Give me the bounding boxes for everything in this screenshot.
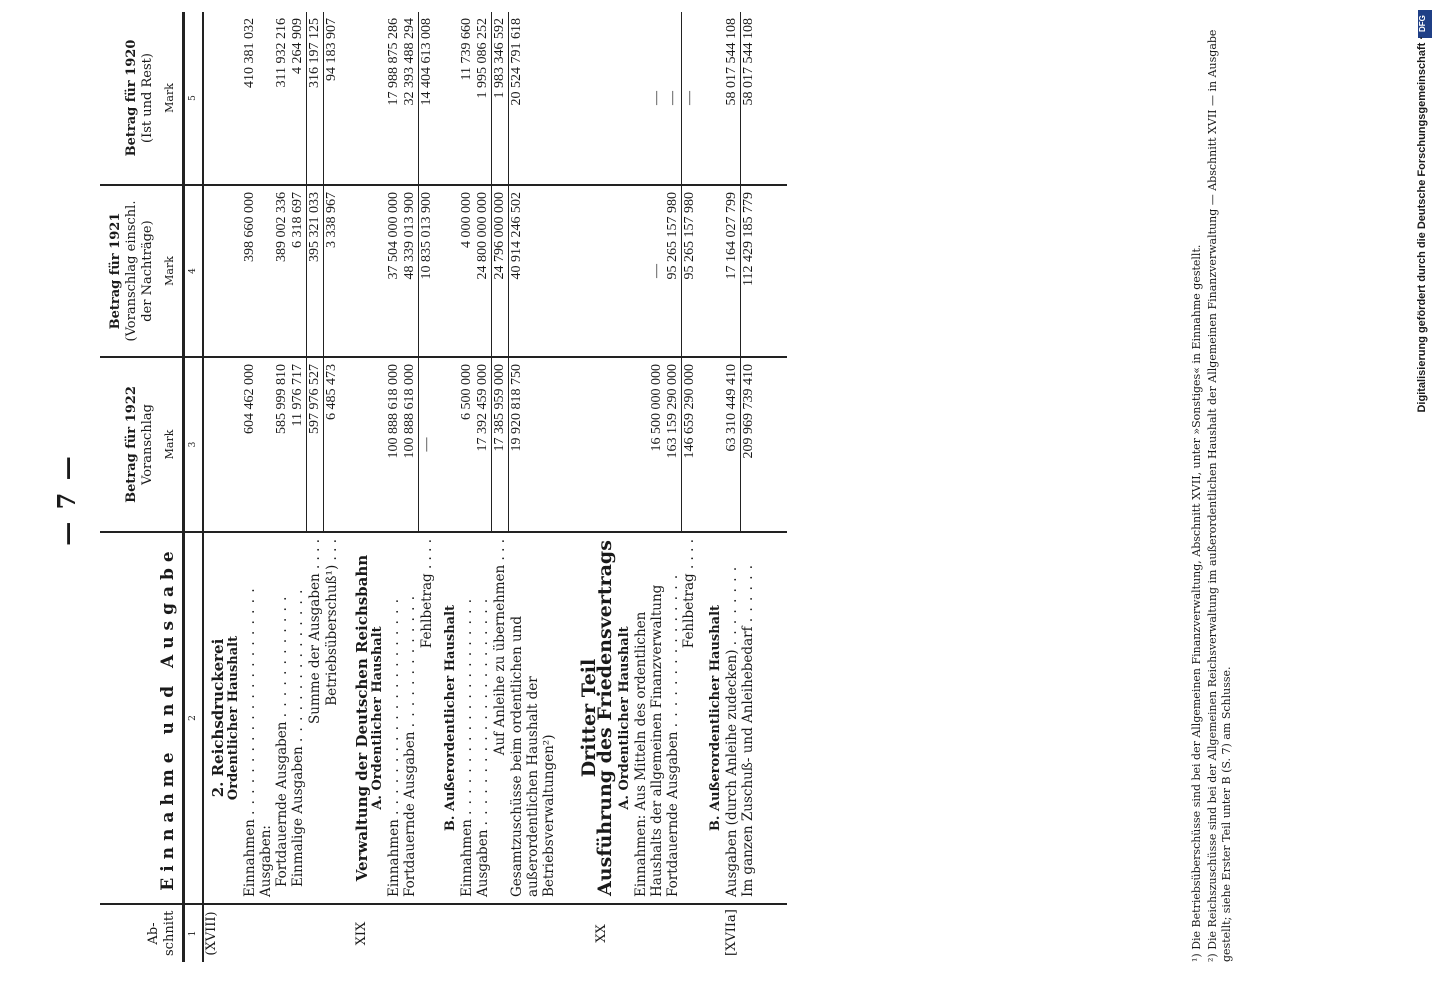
- value-1920: —: [681, 12, 698, 185]
- table-row: [290, 12, 307, 962]
- value-1921: 37 504 000 000: [386, 185, 402, 357]
- row-label: Gesamtzuschüsse beim ordentlichen und außerordentlichen Haushalt der Betriebsverwaltungen²): [509, 532, 557, 904]
- section-label: XX: [593, 924, 609, 943]
- column-number-row: [184, 12, 204, 962]
- row-label: Auf Anleihe zu übernehmen . . .: [492, 532, 509, 904]
- value-1920: 20 524 791 618: [509, 12, 557, 185]
- table-row: [203, 12, 242, 962]
- value-1922: 163 159 290 000: [665, 357, 682, 532]
- value-1921: 24 800 000 000: [475, 185, 492, 357]
- table-row: [475, 12, 492, 962]
- table-row: [307, 12, 324, 962]
- value-1922: 6 500 000: [459, 357, 475, 532]
- footnote: ²) Die Reichszuschüsse sind bei der Allgemeinen Reichsverwaltung im außerordentlichen Haushalt der Allgemeinen Finanzverwaltung — Abschnitt XVII — in Ausgabe gestellt; siehe Erster Teil unter B (S. 7) am Schlusse.: [1206, 29, 1233, 962]
- value-1920: 316 197 125: [307, 12, 324, 185]
- value-1921: 17 164 027 799: [724, 185, 741, 357]
- row-label: Fehlbetrag . . . .: [419, 532, 436, 904]
- value-1920: 4 264 909: [290, 12, 307, 185]
- row-label: Im ganzen Zuschuß- und Anleihebedarf . . . . . .: [740, 532, 757, 904]
- section-heading: Ausführung des Friedensvertrags: [593, 540, 616, 896]
- table-row: [633, 12, 665, 962]
- table-row: [435, 12, 459, 962]
- table-row: [509, 12, 557, 962]
- section-heading: Verwaltung der Deutschen Reichsbahn: [353, 554, 371, 882]
- value-1921: 3 338 967: [324, 185, 341, 357]
- row-label: Betriebsüberschuß¹) . . .: [324, 532, 341, 904]
- footnote: ¹) Die Betriebsüberschüsse sind bei der Allgemeinen Finanzverwaltung, Abschnitt XVII, unter »Sonstiges« in Einnahme gestellt.: [1190, 244, 1203, 962]
- value-1922: 585 999 810: [274, 357, 290, 532]
- row-label: Fortdauernde Ausgaben . . . . . . . . . . . . . . .: [665, 532, 682, 904]
- section-label: (XVIII): [204, 911, 219, 956]
- section-subheading: Ordentlicher Haushalt: [226, 635, 241, 801]
- value-1922: —: [419, 357, 436, 532]
- table-row: [681, 12, 698, 962]
- section-subheading: B. Außerordentlicher Haushalt: [443, 604, 458, 832]
- row-label: Ausgaben (durch Anleihe zudecken) . . . . . . . .: [724, 532, 741, 904]
- section-label: XIX: [354, 921, 369, 946]
- table-row: [354, 12, 386, 962]
- value-1921: 24 796 000 000: [492, 185, 509, 357]
- row-label: Einnahmen . . . . . . . . . . . . . . . . . . . . .: [459, 532, 475, 904]
- value-1920: 14 404 613 008: [419, 12, 436, 185]
- value-1922: 604 462 000: [242, 357, 258, 532]
- colnum-1: 1: [184, 904, 204, 962]
- table-row: [698, 12, 724, 962]
- value-1922: 17 385 959 000: [492, 357, 509, 532]
- value-1922: 16 500 000 000: [633, 357, 665, 532]
- row-label: Fortdauernde Ausgaben . . . . . . . . . . . . .: [402, 532, 419, 904]
- table-header-row: [100, 12, 184, 962]
- value-1920: 11 739 660: [459, 12, 475, 185]
- value-1922: 19 920 818 750: [509, 357, 557, 532]
- value-1921: 95 265 157 980: [681, 185, 698, 357]
- value-1920: —: [633, 12, 665, 185]
- table-row: [492, 12, 509, 962]
- value-1920: 410 381 032: [242, 12, 258, 185]
- value-1921: 10 835 013 900: [419, 185, 436, 357]
- header-abschnitt: Ab- schnitt: [100, 904, 184, 962]
- dfg-credit-strip: [1416, 6, 1434, 994]
- value-1920: 1 995 086 252: [475, 12, 492, 185]
- value-1920: 17 988 875 286: [386, 12, 402, 185]
- table-row: [459, 12, 475, 962]
- table-row: [242, 12, 258, 962]
- row-label: Einnahmen . . . . . . . . . . . . . . . . . . . . .: [386, 532, 402, 904]
- value-1922: 17 392 459 000: [475, 357, 492, 532]
- row-label: Einnahmen . . . . . . . . . . . . . . . . . . . . . .: [242, 532, 258, 904]
- part-heading: Dritter Teil: [577, 658, 600, 778]
- table-row: [665, 12, 682, 962]
- colnum-4: 4: [184, 185, 204, 357]
- row-label: Ausgaben . . . . . . . . . . . . . . . . . . . . . .: [475, 532, 492, 904]
- table-row: [740, 12, 757, 962]
- value-1922: 100 888 618 000: [386, 357, 402, 532]
- header-title: Einnahme und Ausgabe: [100, 532, 184, 904]
- value-1921: 95 265 157 980: [665, 185, 682, 357]
- value-1921: 4 000 000: [459, 185, 475, 357]
- section-subheading: A. Ordentlicher Haushalt: [616, 626, 632, 810]
- colnum-2: 2: [184, 532, 204, 904]
- dfg-credit-text: Digitalisierung gefördert durch die Deutsche Forschungsgemeinschaft ·: [1416, 36, 1428, 413]
- table-row: [324, 12, 341, 962]
- table-row: [419, 12, 436, 962]
- value-1920: 1 983 346 592: [492, 12, 509, 185]
- table-row: [402, 12, 419, 962]
- row-label: Fehlbetrag . . . .: [681, 532, 698, 904]
- row-label: Einmalige Ausgaben . . . . . . . . . . . . . . .: [290, 532, 307, 904]
- row-label: Fortdauernde Ausgaben . . . . . . . . . . . .: [274, 532, 290, 904]
- section-subheading: A. Ordentlicher Haushalt: [370, 626, 385, 810]
- value-1920: 94 183 907: [324, 12, 341, 185]
- value-1921: 40 914 246 502: [509, 185, 557, 357]
- table-row: [274, 12, 290, 962]
- section-label: [XVIIa]: [723, 909, 739, 956]
- value-1922: 597 976 527: [307, 357, 324, 532]
- value-1922: 100 888 618 000: [402, 357, 419, 532]
- table-row: [724, 12, 741, 962]
- value-1920: —: [665, 12, 682, 185]
- row-label: Summe der Ausgaben . . . .: [307, 532, 324, 904]
- value-1921: —: [633, 185, 665, 357]
- value-1922: 11 976 717: [290, 357, 307, 532]
- colnum-5: 5: [184, 12, 204, 185]
- value-1922: 63 310 449 410: [724, 357, 741, 532]
- row-label: Einnahmen: Aus Mitteln des ordentlichen Haushalts der allgemeinen Finanzverwaltung: [633, 532, 665, 904]
- value-1921: 395 321 033: [307, 185, 324, 357]
- footnotes: [1190, 12, 1236, 962]
- value-1921: 398 660 000: [242, 185, 258, 357]
- value-1920: 58 017 544 108: [724, 12, 741, 185]
- row-label: Ausgaben:: [258, 532, 274, 904]
- value-1922: 146 659 290 000: [681, 357, 698, 532]
- value-1922: 209 969 739 410: [740, 357, 757, 532]
- value-1920: 311 932 216: [274, 12, 290, 185]
- value-1921: 48 339 013 900: [402, 185, 419, 357]
- budget-table: [100, 12, 787, 962]
- value-1920: 58 017 544 108: [740, 12, 757, 185]
- table-row: [258, 12, 274, 962]
- value-1922: 6 485 473: [324, 357, 341, 532]
- header-1921: Betrag für 1921 (Voranschlag einschl. der Nachträge) Mark: [100, 185, 184, 357]
- value-1921: 6 318 697: [290, 185, 307, 357]
- section-heading: 2. Reichsdruckerei: [209, 638, 227, 798]
- header-1922: Betrag für 1922 Voranschlag Mark: [100, 357, 184, 532]
- dfg-logo: DFG: [1418, 10, 1432, 38]
- header-1920: Betrag für 1920 (Ist und Rest) Mark: [100, 12, 184, 185]
- value-1921: 389 002 336: [274, 185, 290, 357]
- page-number: — 7 —: [52, 454, 81, 546]
- value-1921: 112 429 185 779: [740, 185, 757, 357]
- colnum-3: 3: [184, 357, 204, 532]
- table-row: [571, 12, 633, 962]
- table-row: [386, 12, 402, 962]
- section-subheading: B. Außerordentlicher Haushalt: [707, 604, 723, 832]
- value-1920: 32 393 488 294: [402, 12, 419, 185]
